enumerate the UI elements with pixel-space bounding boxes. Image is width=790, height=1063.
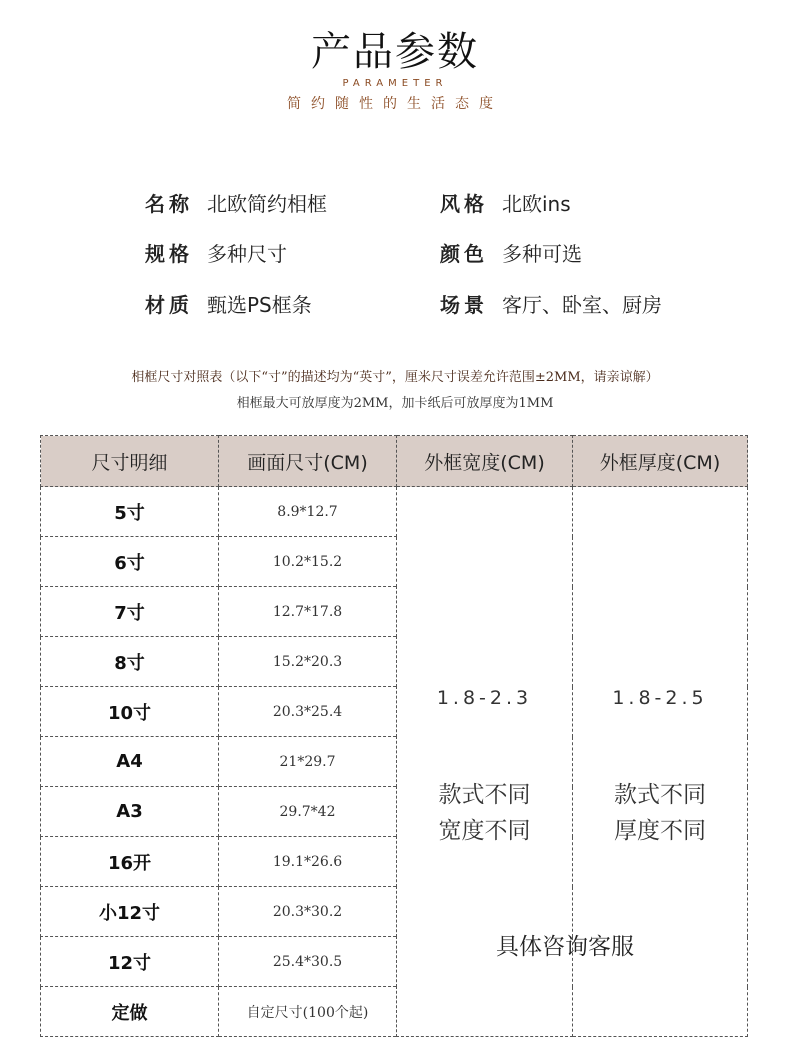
thickness-note: 款式不同 厚度不同 — [614, 782, 706, 844]
dimension-cell: 15.2*20.3 — [219, 637, 397, 687]
dimension-cell: 29.7*42 — [219, 787, 397, 837]
header-picture-size: 画面尺寸(CM) — [219, 436, 397, 487]
thickness-note: 相框最大可放厚度为2MM，加卡纸后可放厚度为1MM — [236, 396, 554, 411]
dimension-cell: 10.2*15.2 — [219, 537, 397, 587]
header-size: 尺寸明细 — [41, 436, 219, 487]
spec-style: 风格 北欧ins — [440, 192, 571, 216]
spec-scene: 场景 客厅、卧室、厨房 — [440, 293, 662, 317]
dimension-cell: 8.9*12.7 — [219, 487, 397, 537]
spec-material: 材质 甄选PS框条 — [145, 293, 312, 317]
dimension-cell: 19.1*26.6 — [219, 837, 397, 887]
subtitle-en: PARAMETER — [342, 78, 448, 89]
size-cell: 5寸 — [41, 487, 219, 537]
size-cell: 7寸 — [41, 587, 219, 637]
dimension-cell: 21*29.7 — [219, 737, 397, 787]
dimension-cell: 20.3*30.2 — [219, 887, 397, 937]
table-row — [41, 487, 748, 537]
subtitle-cn: 简约随性的生活态度 — [287, 96, 503, 112]
size-note: 相框尺寸对照表（以下“寸”的描述均为“英寸”，厘米尺寸误差允许范围±2MM，请亲谅解） — [131, 370, 659, 385]
size-cell: 10寸 — [41, 687, 219, 737]
page-title: 产品参数 — [311, 29, 479, 75]
dimension-cell: 25.4*30.5 — [219, 937, 397, 987]
dimension-cell: 12.7*17.8 — [219, 587, 397, 637]
size-cell: A4 — [41, 737, 219, 787]
size-cell: 小12寸 — [41, 887, 219, 937]
size-table — [40, 435, 748, 1037]
size-cell: 16开 — [41, 837, 219, 887]
header-frame-thickness: 外框厚度(CM) — [573, 436, 748, 487]
spec-name: 名称 北欧简约相框 — [145, 192, 327, 216]
dimension-cell: 自定尺寸(100个起) — [219, 987, 397, 1037]
dimension-cell: 20.3*25.4 — [219, 687, 397, 737]
width-note: 款式不同 宽度不同 — [438, 782, 531, 844]
spec-size: 规格 多种尺寸 — [145, 242, 287, 266]
size-cell: 12寸 — [41, 937, 219, 987]
consult-text: 具体咨询客服 — [496, 934, 634, 960]
size-cell: A3 — [41, 787, 219, 837]
width-range: 1.8-2.3 — [436, 687, 533, 709]
size-cell: 6寸 — [41, 537, 219, 587]
header-frame-width: 外框宽度(CM) — [397, 436, 573, 487]
size-cell: 8寸 — [41, 637, 219, 687]
size-cell: 定做 — [41, 987, 219, 1037]
spec-color: 颜色 多种可选 — [440, 242, 582, 266]
thickness-range: 1.8-2.5 — [612, 687, 708, 709]
